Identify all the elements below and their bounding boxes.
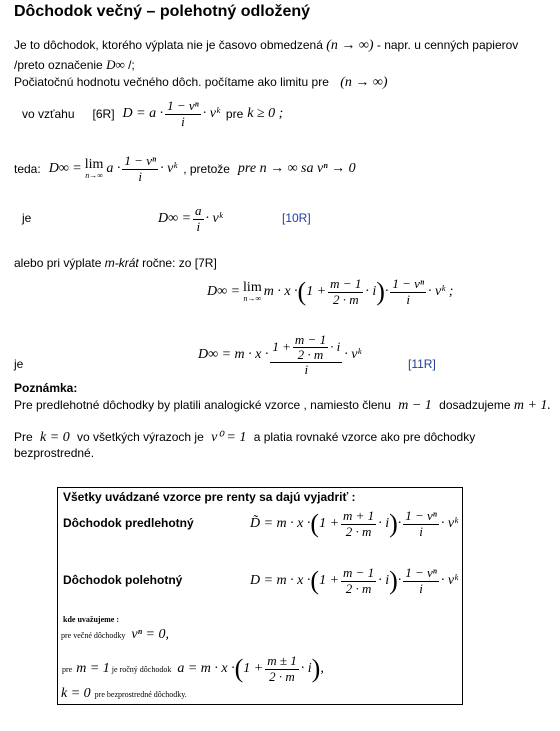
- teda-fraction: [122, 154, 158, 184]
- box-rocny-pre: pre: [62, 664, 73, 674]
- eq6-fraction: [165, 99, 201, 129]
- eq7-lparen: (: [297, 277, 307, 306]
- eq7-rparen: ): [376, 277, 385, 306]
- eq10-den: i: [196, 218, 201, 234]
- eq7-mx: m · x ·: [263, 284, 298, 299]
- eq7-den2: i: [406, 291, 411, 307]
- box-pred-den: 2 · m: [345, 523, 372, 539]
- box-rocny-m: m = 1: [76, 661, 110, 676]
- box-pred-label: Dôchodok predlehotný: [63, 516, 194, 530]
- box-k0-text: pre bezprostredné dôchodky.: [94, 689, 187, 699]
- limit-text: Počiatočnú hodnotu večného dôch. počítame ako limitu pre: [14, 75, 329, 89]
- eq11-numerator: [270, 333, 342, 364]
- eq11-inner-frac: [293, 333, 328, 363]
- box-pol-frac1: [341, 566, 376, 596]
- box-vecne-pre: pre večné dôchodky: [61, 630, 126, 640]
- limit-line: [14, 75, 388, 91]
- alebo-pre: alebo pri výplate: [14, 256, 102, 270]
- eq11-top-den: 2 · m: [297, 346, 324, 362]
- infinity-condition: (n → ∞): [326, 38, 374, 53]
- infinity-condition-2: (n → ∞): [340, 75, 388, 90]
- intro-text-end: - napr. u cenných papierov: [376, 38, 519, 52]
- eq7-num: m − 1: [330, 276, 362, 292]
- teda-cond: pre n → ∞ sa vⁿ → 0: [237, 161, 356, 176]
- symbol-d-inf: D∞: [106, 57, 125, 72]
- teda-num: 1 − vⁿ: [124, 153, 157, 169]
- box-pol-label: Dôchodok polehotný: [63, 573, 183, 587]
- eq7-i: · i: [365, 284, 377, 299]
- intro-text: Je to dôchodok, ktorého výplata nie je časovo obmedzená: [14, 38, 323, 52]
- ref-11r: [11R]: [408, 357, 436, 371]
- eq7-one: 1 +: [306, 284, 327, 299]
- teda-den: i: [138, 168, 143, 184]
- eq7-num2: 1 − vⁿ: [392, 276, 425, 292]
- box-pol-equation: D = m · x · ( 1 + $\frac{m - 1}{2 \cdot m}$ · i ) · $\frac{\text{1 − vⁿ}}{i}$ · vᵏ: [250, 565, 459, 596]
- eq11-big-fraction: [270, 333, 342, 378]
- box-pol-tail: · vᵏ: [440, 573, 459, 588]
- teda-lhs: D∞ =: [48, 161, 82, 176]
- box-pred-frac2: [403, 509, 439, 539]
- eq11-top-one: 1 +: [272, 339, 291, 355]
- eq11-top-num: m − 1: [294, 331, 327, 347]
- equation-11r: [198, 326, 361, 384]
- vo-vztahu-label: vo vzťahu: [22, 107, 75, 121]
- box-pol-den: 2 · m: [345, 580, 372, 596]
- teda-tail: · vᵏ: [160, 161, 178, 176]
- k0-v: v⁰ = 1: [211, 430, 247, 445]
- box-pred-i: · i: [378, 516, 390, 531]
- box-pol-i: · i: [378, 573, 390, 588]
- poznamka-text: [14, 398, 551, 414]
- pozn-text: Pre predlehotné dôchodky by platili analogické vzorce , namiesto členu: [14, 398, 391, 412]
- box-pred-num: m + 1: [343, 508, 375, 524]
- eq11-top-i: · i: [330, 339, 341, 355]
- teda-mid: , pretože: [183, 162, 230, 176]
- equation-6r: [22, 96, 283, 132]
- k0-pre: Pre: [14, 430, 33, 444]
- eq7-tail: · vᵏ ;: [428, 284, 454, 299]
- box-pol-lhs: D = m · x ·: [250, 573, 311, 588]
- eq10-fraction: [193, 204, 204, 234]
- box-title: Všetky uvádzané vzorce pre renty sa dajú vyjadriť :: [63, 490, 356, 504]
- box-k0-sym: k = 0: [61, 686, 91, 701]
- box-rocny-num: m ± 1: [267, 653, 297, 669]
- je-label-1: je: [22, 211, 32, 225]
- eq6-den: i: [181, 113, 185, 129]
- box-rocny-one: 1 +: [243, 661, 264, 676]
- eq11-den: i: [304, 362, 309, 378]
- page-title: Dôchodok večný – polehotný odložený: [14, 3, 311, 20]
- eq7-lhs: D∞ =: [207, 284, 241, 299]
- equation-7r: D∞ = lim n→∞ m · x · ( 1 + $\frac{m - 1}{2 \cdot m}$ · i ) · $\frac{\text{1 − vⁿ}}{i}$ · vᵏ ;: [207, 276, 454, 307]
- intro-line-1: [14, 38, 518, 54]
- pozn-m1: m − 1: [398, 398, 432, 413]
- box-rocny-line: pre m = 1 je ročný dôchodok a = m · x · ( 1 + $\frac{m \pm 1}{2 \cdot m}$ · i ) ,: [62, 653, 324, 684]
- poznamka-heading: Poznámka:: [14, 381, 78, 395]
- box-vecne-eq: vⁿ = 0,: [131, 627, 169, 642]
- box-pred-lhs: D̃ = m · x ·: [250, 516, 311, 531]
- teda-limit: [85, 158, 104, 180]
- k0-line-1: [14, 429, 475, 446]
- eq6-num: 1 − vⁿ: [167, 98, 199, 114]
- eq10-num: a: [195, 203, 202, 219]
- box-pol-num: m − 1: [343, 565, 375, 581]
- equation-10r: [158, 201, 223, 237]
- box-pol-num2: 1 − vⁿ: [405, 565, 437, 581]
- eq11-tail: · vᵏ: [344, 347, 362, 362]
- eq10-lhs: D∞ =: [158, 211, 192, 226]
- box-pol-frac2: [403, 566, 439, 596]
- eq6-cond-pre: pre: [225, 107, 244, 121]
- ref-6r: [6R]: [92, 107, 115, 121]
- lim-word: lim: [84, 157, 104, 172]
- k0-line-2: bezprostredné.: [14, 446, 95, 460]
- alebo-mkrat: m-krát: [104, 256, 139, 270]
- eq7-limit: [243, 281, 262, 303]
- pozn-m2: m + 1.: [513, 398, 551, 413]
- pozn-mid: dosadzujeme: [439, 398, 511, 412]
- eq7-den: 2 · m: [332, 291, 359, 307]
- intro-line-2: [14, 57, 135, 73]
- box-pol-den2: i: [419, 580, 423, 596]
- k0-post: a platia rovnaké vzorce ako pre dôchodky: [253, 430, 476, 444]
- je-label-2: je: [14, 357, 24, 371]
- box-rocny-mid: je ročný dôchodok: [111, 664, 172, 674]
- box-kde-label: kde uvažujeme :: [63, 615, 119, 624]
- box-k0-line: [61, 686, 187, 702]
- k0-sym: k = 0: [40, 430, 70, 445]
- box-rocny-frac: [265, 654, 299, 684]
- box-rocny-eq: a = m · x ·: [177, 661, 235, 676]
- box-pred-tail: · vᵏ: [440, 516, 459, 531]
- box-rocny-end: ,: [320, 661, 324, 676]
- eq7-frac1: [328, 277, 363, 307]
- box-pred-den2: i: [419, 523, 423, 539]
- eq6-tail: · vᵏ: [202, 106, 220, 121]
- intro-text-2: /preto označenie: [14, 58, 103, 72]
- eq10-tail: · vᵏ: [205, 211, 223, 226]
- eq6-cond: k ≥ 0 ;: [247, 106, 284, 121]
- eq6-lhs: D = a ·: [122, 106, 164, 121]
- box-pred-num2: 1 − vⁿ: [405, 508, 437, 524]
- intro-text-2-end: /;: [128, 58, 135, 72]
- eq7-frac2: [390, 277, 426, 307]
- eq7-lim-word: lim: [243, 280, 262, 295]
- alebo-post: ročne: zo [7R]: [142, 256, 217, 270]
- eq11-lhs: D∞ = m · x ·: [198, 347, 269, 362]
- teda-a: a ·: [106, 161, 121, 176]
- lim-sub: n→∞: [85, 171, 103, 180]
- box-pred-one: 1 +: [319, 516, 340, 531]
- box-pred-frac1: [341, 509, 376, 539]
- k0-mid: vo všetkých výrazoch je: [77, 430, 204, 444]
- box-pred-equation: D̃ = m · x · ( 1 + $\frac{m + 1}{2 \cdot m}$ · i ) · $\frac{\text{1 − vⁿ}}{i}$ · vᵏ: [250, 508, 459, 539]
- box-vecne-line: [61, 627, 169, 643]
- equation-teda: [14, 149, 356, 189]
- alebo-line: [14, 256, 217, 270]
- eq7-lim-sub: n→∞: [243, 294, 262, 303]
- ref-10r: [10R]: [282, 211, 311, 225]
- box-pol-one: 1 +: [319, 573, 340, 588]
- box-rocny-den: 2 · m: [269, 668, 295, 684]
- box-rocny-i: · i: [300, 661, 312, 676]
- teda-label: teda:: [14, 162, 41, 176]
